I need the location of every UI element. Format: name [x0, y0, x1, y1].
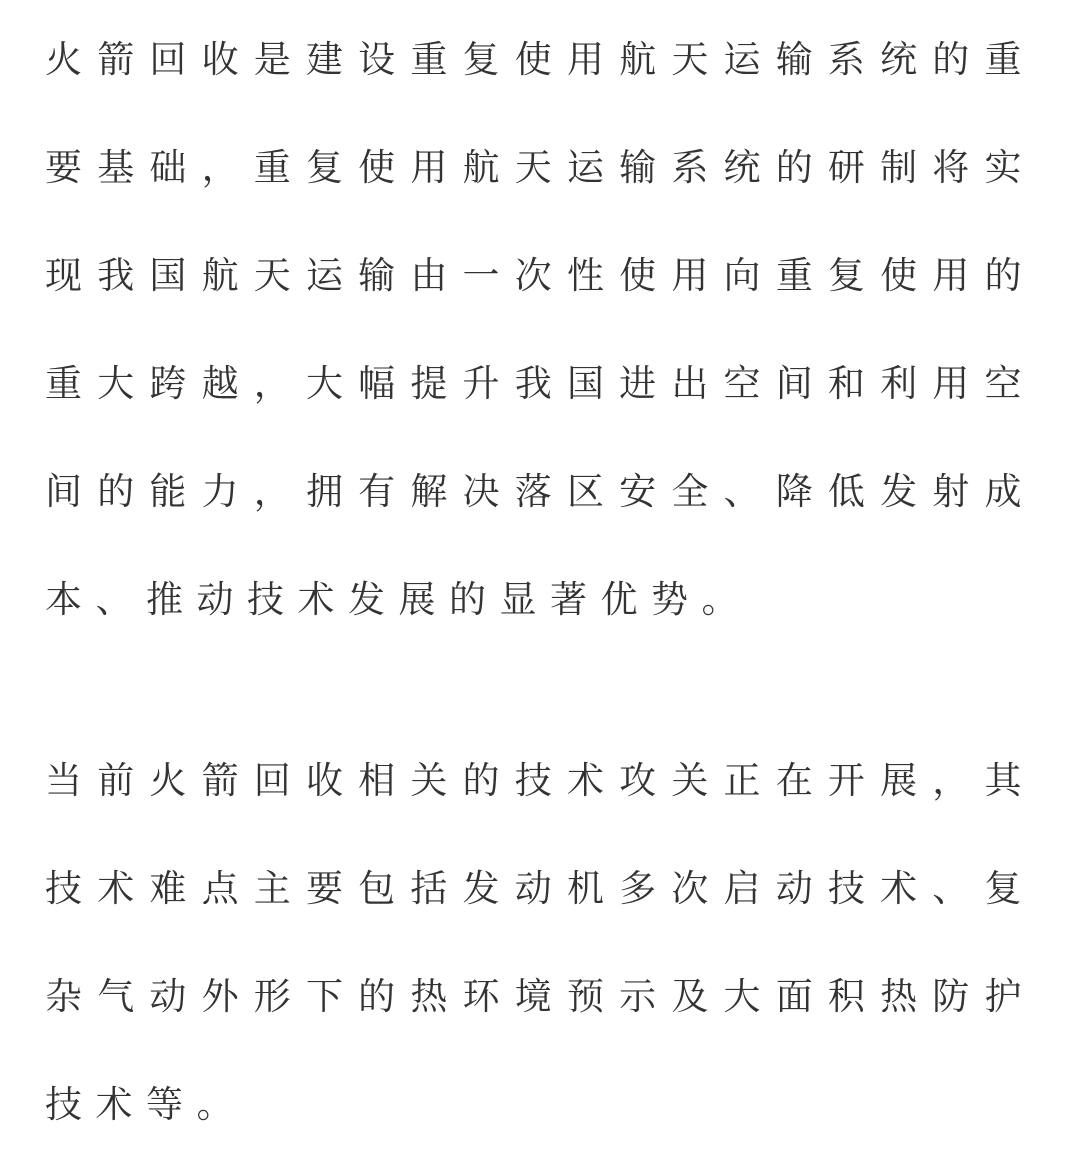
paragraph-rocket-recovery-importance: 火箭回收是建设重复使用航天运输系统的重要基础，重复使用航天运输系统的研制将实现我国航天运输由一次性使用向重复使用的重大跨越，大幅提升我国进出空间和利用空间的能力，拥有解决落区安全、降低发射成本、推动技术发展的显著优势。 — [45, 38, 1035, 621]
paragraph-technical-challenges: 当前火箭回收相关的技术攻关正在开展，其技术难点主要包括发动机多次启动技术、复杂气动外形下的热环境预示及大面积热防护技术等。 — [45, 759, 1035, 1126]
article-body — [45, 0, 1035, 1159]
